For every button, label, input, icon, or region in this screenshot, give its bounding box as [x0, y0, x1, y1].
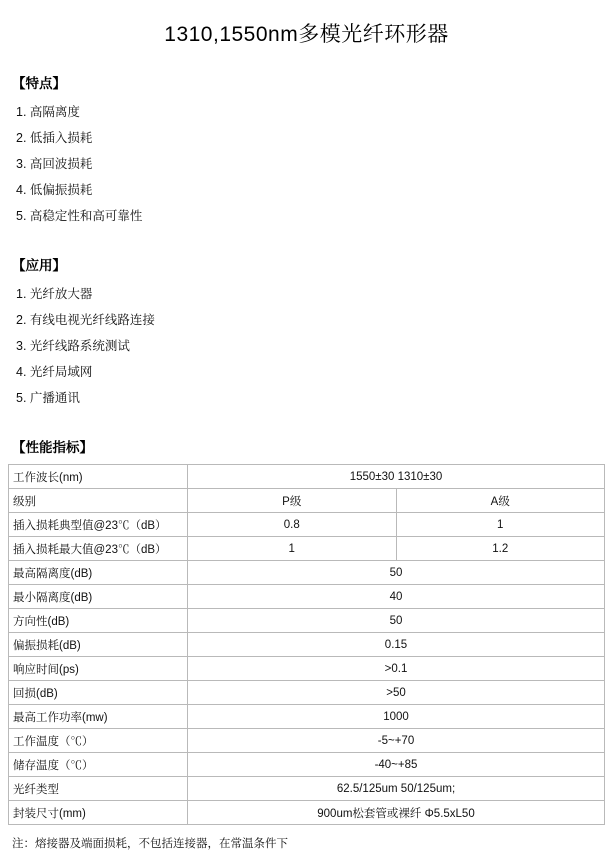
- table-row: [9, 585, 605, 609]
- table-row: [9, 489, 605, 513]
- spec-value: 0.15: [188, 633, 605, 657]
- spec-value-a: 1.2: [396, 537, 605, 561]
- list-item: 5. 高稳定性和高可靠性: [16, 209, 143, 223]
- features-heading: 【特点】: [12, 76, 66, 91]
- list-item: 5. 广播通讯: [16, 391, 80, 405]
- table-row: [9, 633, 605, 657]
- table-row: [9, 537, 605, 561]
- spec-value: -40~+85: [188, 753, 605, 777]
- table-row: [9, 513, 605, 537]
- document-page: [0, 18, 613, 850]
- features-list: [12, 100, 605, 230]
- spec-label: 最高隔离度(dB): [9, 561, 188, 585]
- spec-label: 最高工作功率(mw): [9, 705, 188, 729]
- spec-label: 封装尺寸(mm): [9, 801, 188, 825]
- spec-value: 1000: [188, 705, 605, 729]
- spec-value: 40: [188, 585, 605, 609]
- specs-heading: 【性能指标】: [12, 440, 93, 455]
- specifications-table: [8, 464, 605, 825]
- spec-value: 900um松套管或裸纤 Φ5.5xL50: [188, 801, 605, 825]
- table-row: [9, 705, 605, 729]
- table-row: [9, 729, 605, 753]
- list-item: 2. 有线电视光纤线路连接: [16, 313, 155, 327]
- spec-label: 级别: [9, 489, 188, 513]
- table-row: [9, 465, 605, 489]
- spec-value: 50: [188, 609, 605, 633]
- spec-label: 工作温度（℃）: [9, 729, 188, 753]
- spec-value-p: P级: [188, 489, 397, 513]
- table-row: [9, 561, 605, 585]
- spec-value-a: A级: [396, 489, 605, 513]
- spec-value: 62.5/125um 50/125um;: [188, 777, 605, 801]
- list-item: 4. 低偏振损耗: [16, 183, 93, 197]
- list-item: 3. 光纤线路系统测试: [16, 339, 130, 353]
- spec-label: 最小隔离度(dB): [9, 585, 188, 609]
- applications-list: [12, 282, 605, 412]
- spec-label: 方向性(dB): [9, 609, 188, 633]
- spec-value: >50: [188, 681, 605, 705]
- page-title: 1310,1550nm多模光纤环形器: [164, 23, 449, 46]
- spec-value-a: 1: [396, 513, 605, 537]
- spec-label: 插入损耗典型值@23℃（dB）: [9, 513, 188, 537]
- table-row: [9, 801, 605, 825]
- spec-value: 1550±30 1310±30: [188, 465, 605, 489]
- spec-label: 偏振损耗(dB): [9, 633, 188, 657]
- spec-label: 插入损耗最大值@23℃（dB）: [9, 537, 188, 561]
- spec-label: 工作波长(nm): [9, 465, 188, 489]
- spec-label: 回损(dB): [9, 681, 188, 705]
- list-item: 4. 光纤局域网: [16, 365, 93, 379]
- list-item: 2. 低插入损耗: [16, 131, 93, 145]
- list-item: 3. 高回波损耗: [16, 157, 93, 171]
- table-row: [9, 681, 605, 705]
- spec-value: 50: [188, 561, 605, 585]
- table-row: [9, 657, 605, 681]
- table-row: [9, 777, 605, 801]
- list-item: 1. 光纤放大器: [16, 287, 93, 301]
- spec-value: >0.1: [188, 657, 605, 681]
- spec-value-p: 1: [188, 537, 397, 561]
- table-row: [9, 753, 605, 777]
- footnote: 注：熔接器及端面损耗，不包括连接器，在常温条件下: [12, 838, 288, 850]
- spec-value: -5~+70: [188, 729, 605, 753]
- applications-heading: 【应用】: [12, 258, 66, 273]
- spec-label: 光纤类型: [9, 777, 188, 801]
- spec-label: 响应时间(ps): [9, 657, 188, 681]
- spec-value-p: 0.8: [188, 513, 397, 537]
- spec-label: 储存温度（℃）: [9, 753, 188, 777]
- list-item: 1. 高隔离度: [16, 105, 80, 119]
- table-row: [9, 609, 605, 633]
